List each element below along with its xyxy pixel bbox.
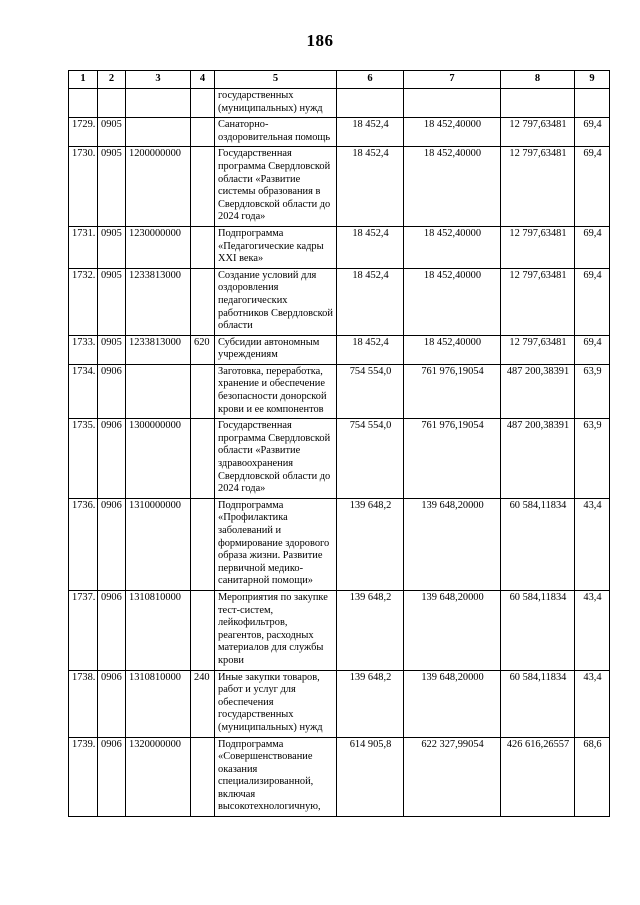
item-name: Подпрограмма «Профилактика заболеваний и формирование здорового образа жизни. Развитие первичной медико-санитарной помощи» — [215, 498, 337, 590]
target-code: 1310000000 — [126, 498, 191, 590]
table-row — [69, 364, 610, 418]
item-name: Государственная программа Свердловской области «Развитие системы образования в Свердловской области до 2024 года» — [215, 147, 337, 227]
section-code: 0906 — [98, 419, 126, 499]
row-number — [69, 89, 98, 118]
amount-col7: 139 648,20000 — [404, 590, 501, 670]
percent-col9: 69,4 — [575, 268, 610, 335]
target-code: 1310810000 — [126, 670, 191, 737]
table-row — [69, 737, 610, 817]
item-name: Мероприятия по закупке тест-систем, лейкофильтров, реагентов, расходных материалов для службы крови — [215, 590, 337, 670]
item-name: Санаторно-оздоровительная помощь — [215, 118, 337, 147]
amount-col6: 754 554,0 — [337, 364, 404, 418]
amount-col7: 18 452,40000 — [404, 118, 501, 147]
expense-type-code — [191, 364, 215, 418]
column-header: 1 — [69, 71, 98, 89]
header-row — [69, 71, 610, 89]
row-number: 1734. — [69, 364, 98, 418]
target-code: 1310810000 — [126, 590, 191, 670]
amount-col6: 18 452,4 — [337, 226, 404, 268]
item-name: Подпрограмма «Совершенствование оказания специализированной, включая высокотехнологичную, — [215, 737, 337, 817]
table-row — [69, 498, 610, 590]
section-code: 0905 — [98, 118, 126, 147]
table-row — [69, 147, 610, 227]
percent-col9: 69,4 — [575, 147, 610, 227]
amount-col8: 487 200,38391 — [501, 419, 575, 499]
section-code: 0905 — [98, 147, 126, 227]
amount-col7: 18 452,40000 — [404, 335, 501, 364]
target-code — [126, 118, 191, 147]
percent-col9: 63,9 — [575, 419, 610, 499]
row-number: 1738. — [69, 670, 98, 737]
column-header: 5 — [215, 71, 337, 89]
expense-type-code — [191, 737, 215, 817]
percent-col9: 68,6 — [575, 737, 610, 817]
table-row — [69, 89, 610, 118]
percent-col9: 69,4 — [575, 118, 610, 147]
target-code: 1320000000 — [126, 737, 191, 817]
column-header: 7 — [404, 71, 501, 89]
amount-col6: 139 648,2 — [337, 670, 404, 737]
amount-col8: 12 797,63481 — [501, 335, 575, 364]
target-code: 1233813000 — [126, 335, 191, 364]
amount-col7: 761 976,19054 — [404, 364, 501, 418]
expense-type-code: 620 — [191, 335, 215, 364]
table-row — [69, 670, 610, 737]
amount-col7: 18 452,40000 — [404, 147, 501, 227]
section-code: 0906 — [98, 737, 126, 817]
section-code: 0905 — [98, 226, 126, 268]
column-header: 8 — [501, 71, 575, 89]
expense-type-code — [191, 147, 215, 227]
expense-type-code — [191, 89, 215, 118]
percent-col9: 69,4 — [575, 226, 610, 268]
table-row — [69, 226, 610, 268]
amount-col8: 12 797,63481 — [501, 268, 575, 335]
item-name: Иные закупки товаров, работ и услуг для обеспечения государственных (муниципальных) нужд — [215, 670, 337, 737]
amount-col6: 18 452,4 — [337, 147, 404, 227]
amount-col6: 614 905,8 — [337, 737, 404, 817]
amount-col8: 60 584,11834 — [501, 670, 575, 737]
page-number: 186 — [306, 31, 334, 50]
section-code: 0906 — [98, 498, 126, 590]
percent-col9: 43,4 — [575, 498, 610, 590]
amount-col8: 60 584,11834 — [501, 590, 575, 670]
item-name: Заготовка, переработка, хранение и обеспечение безопасности донорской крови и ее компонентов — [215, 364, 337, 418]
table-row — [69, 419, 610, 499]
amount-col7: 761 976,19054 — [404, 419, 501, 499]
column-header: 6 — [337, 71, 404, 89]
amount-col8: 12 797,63481 — [501, 147, 575, 227]
item-name: Субсидии автономным учреждениям — [215, 335, 337, 364]
section-code: 0906 — [98, 590, 126, 670]
amount-col6: 139 648,2 — [337, 590, 404, 670]
percent-col9 — [575, 89, 610, 118]
percent-col9: 63,9 — [575, 364, 610, 418]
target-code — [126, 364, 191, 418]
item-name: Государственная программа Свердловской области «Развитие здравоохранения Свердловской области до 2024 года» — [215, 419, 337, 499]
row-number: 1739. — [69, 737, 98, 817]
table-row — [69, 590, 610, 670]
expense-type-code — [191, 118, 215, 147]
amount-col7: 139 648,20000 — [404, 670, 501, 737]
row-number: 1733. — [69, 335, 98, 364]
row-number: 1729. — [69, 118, 98, 147]
section-code: 0905 — [98, 268, 126, 335]
target-code: 1233813000 — [126, 268, 191, 335]
section-code: 0905 — [98, 335, 126, 364]
amount-col7 — [404, 89, 501, 118]
amount-col7: 18 452,40000 — [404, 226, 501, 268]
amount-col8: 426 616,26557 — [501, 737, 575, 817]
amount-col8: 487 200,38391 — [501, 364, 575, 418]
amount-col7: 139 648,20000 — [404, 498, 501, 590]
section-code: 0906 — [98, 670, 126, 737]
column-header: 9 — [575, 71, 610, 89]
column-header: 2 — [98, 71, 126, 89]
section-code — [98, 89, 126, 118]
target-code: 1230000000 — [126, 226, 191, 268]
column-header: 3 — [126, 71, 191, 89]
amount-col8: 12 797,63481 — [501, 226, 575, 268]
target-code: 1200000000 — [126, 147, 191, 227]
column-header: 4 — [191, 71, 215, 89]
row-number: 1731. — [69, 226, 98, 268]
amount-col6: 18 452,4 — [337, 118, 404, 147]
row-number: 1737. — [69, 590, 98, 670]
item-name: Подпрограмма «Педагогические кадры XXI века» — [215, 226, 337, 268]
amount-col6: 139 648,2 — [337, 498, 404, 590]
row-number: 1736. — [69, 498, 98, 590]
row-number: 1730. — [69, 147, 98, 227]
expense-type-code — [191, 498, 215, 590]
percent-col9: 43,4 — [575, 590, 610, 670]
section-code: 0906 — [98, 364, 126, 418]
amount-col6: 754 554,0 — [337, 419, 404, 499]
table-row — [69, 118, 610, 147]
amount-col8: 12 797,63481 — [501, 118, 575, 147]
budget-table — [68, 70, 610, 817]
amount-col7: 622 327,99054 — [404, 737, 501, 817]
expense-type-code: 240 — [191, 670, 215, 737]
row-number: 1732. — [69, 268, 98, 335]
amount-col6 — [337, 89, 404, 118]
item-name: Создание условий для оздоровления педагогических работников Свердловской области — [215, 268, 337, 335]
item-name: государственных (муниципальных) нужд — [215, 89, 337, 118]
target-code — [126, 89, 191, 118]
amount-col8: 60 584,11834 — [501, 498, 575, 590]
row-number: 1735. — [69, 419, 98, 499]
expense-type-code — [191, 268, 215, 335]
amount-col6: 18 452,4 — [337, 268, 404, 335]
expense-type-code — [191, 419, 215, 499]
amount-col8 — [501, 89, 575, 118]
table-row — [69, 268, 610, 335]
percent-col9: 43,4 — [575, 670, 610, 737]
table-row — [69, 335, 610, 364]
target-code: 1300000000 — [126, 419, 191, 499]
expense-type-code — [191, 590, 215, 670]
percent-col9: 69,4 — [575, 335, 610, 364]
amount-col6: 18 452,4 — [337, 335, 404, 364]
expense-type-code — [191, 226, 215, 268]
amount-col7: 18 452,40000 — [404, 268, 501, 335]
